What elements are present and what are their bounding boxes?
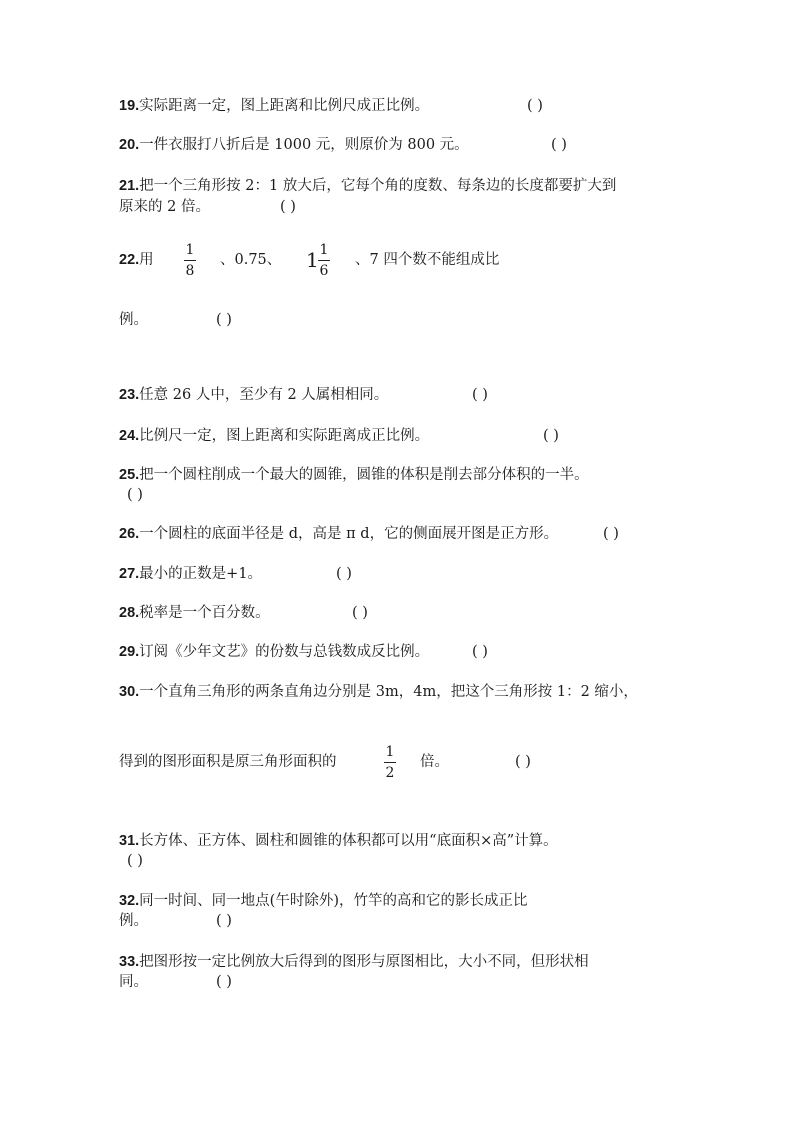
question-text: 同。 <box>119 974 148 990</box>
question-text: 原来的 2 倍。 <box>119 199 210 215</box>
question-number: 23. <box>119 387 140 403</box>
question-text: 、0.75、 <box>220 252 282 268</box>
fraction-one-sixth <box>318 242 330 279</box>
question-22-cont <box>119 310 148 330</box>
question-21 <box>119 176 616 196</box>
answer-blank[interactable]: ( ) <box>515 754 531 770</box>
numerator: 1 <box>385 744 395 760</box>
question-text: 得到的图形面积是原三角形面积的 <box>119 754 337 770</box>
question-text: 税率是一个百分数。 <box>139 605 270 621</box>
question-number: 29. <box>119 644 140 660</box>
question-number: 32. <box>119 893 140 909</box>
numerator: 1 <box>185 242 195 258</box>
question-21-cont <box>119 197 210 217</box>
question-24 <box>119 426 429 446</box>
question-text: 任意 26 人中，至少有 2 人属相相同。 <box>139 387 389 403</box>
answer-blank[interactable]: ( ) <box>127 487 143 503</box>
question-text: 长方体、正方体、圆柱和圆锥的体积都可以用“底面积×高”计算。 <box>139 833 558 849</box>
question-text: 最小的正数是+1。 <box>139 566 263 582</box>
question-text: 把一个圆柱削成一个最大的圆锥，圆锥的体积是削去部分体积的一半。 <box>139 467 589 483</box>
question-27 <box>119 564 262 584</box>
question-number: 20. <box>119 137 140 153</box>
question-number: 22. <box>119 252 140 268</box>
question-text: 、7 四个数不能组成比 <box>355 252 500 268</box>
question-30-cont <box>119 752 337 772</box>
question-number: 33. <box>119 954 140 970</box>
question-text: 订阅《少年文艺》的份数与总钱数成反比例。 <box>139 644 430 660</box>
mixed-number-whole: 1 <box>306 248 319 272</box>
answer-blank[interactable]: ( ) <box>127 853 143 869</box>
answer-blank[interactable]: ( ) <box>527 98 543 114</box>
question-number: 25. <box>119 467 140 483</box>
question-text: 一件衣服打八折后是 1000 元，则原价为 800 元。 <box>139 137 469 153</box>
fraction-bar <box>384 762 396 763</box>
question-22 <box>119 250 154 270</box>
question-29 <box>119 642 429 662</box>
question-number: 24. <box>119 428 140 444</box>
question-number: 30. <box>119 684 140 700</box>
question-number: 26. <box>119 526 140 542</box>
question-number: 19. <box>119 98 140 114</box>
question-text: 同一时间、同一地点(午时除外)，竹竿的高和它的影长成正比 <box>139 893 528 909</box>
question-text: 把图形按一定比例放大后得到的图形与原图相比，大小不同，但形状相 <box>139 954 589 970</box>
fraction-one-half <box>384 744 396 781</box>
question-19 <box>119 96 429 116</box>
question-text: 用 <box>139 252 154 268</box>
denominator: 8 <box>185 263 195 279</box>
denominator: 2 <box>385 765 395 781</box>
question-number: 27. <box>119 566 140 582</box>
question-32-cont <box>119 911 148 931</box>
question-text: 例。 <box>119 913 148 929</box>
answer-blank[interactable]: ( ) <box>336 566 352 582</box>
question-23 <box>119 385 388 405</box>
question-number: 21. <box>119 178 140 194</box>
question-28 <box>119 603 270 623</box>
fraction-one-eighth <box>184 242 196 279</box>
answer-blank[interactable]: ( ) <box>551 137 567 153</box>
question-text: 实际距离一定，图上距离和比例尺成正比例。 <box>139 98 430 114</box>
question-33-cont <box>119 972 148 992</box>
answer-blank[interactable]: ( ) <box>216 974 232 990</box>
question-25 <box>119 465 589 485</box>
question-20 <box>119 135 469 155</box>
question-text: 一个直角三角形的两条直角边分别是 3m，4m，把这个三角形按 1：2 缩小， <box>139 684 638 700</box>
answer-blank[interactable]: ( ) <box>472 644 488 660</box>
denominator: 6 <box>319 263 329 279</box>
fraction-bar <box>184 260 196 261</box>
question-text: 比例尺一定，图上距离和实际距离成正比例。 <box>139 428 430 444</box>
answer-blank[interactable]: ( ) <box>543 428 559 444</box>
question-32 <box>119 891 527 911</box>
question-30 <box>119 682 638 702</box>
question-text: 把一个三角形按 2：1 放大后，它每个角的度数、每条边的长度都要扩大到 <box>139 178 617 194</box>
question-26 <box>119 524 558 544</box>
question-text: 一个圆柱的底面半径是 d，高是 π d，它的侧面展开图是正方形。 <box>139 526 559 542</box>
numerator: 1 <box>319 242 329 258</box>
answer-blank[interactable]: ( ) <box>603 526 619 542</box>
answer-blank[interactable]: ( ) <box>472 387 488 403</box>
answer-blank[interactable]: ( ) <box>216 913 232 929</box>
question-number: 31. <box>119 833 140 849</box>
answer-blank[interactable]: ( ) <box>216 312 232 328</box>
question-text: 例。 <box>119 312 148 328</box>
question-number: 28. <box>119 605 140 621</box>
answer-blank[interactable]: ( ) <box>280 199 296 215</box>
question-text: 倍。 <box>420 754 449 770</box>
question-33 <box>119 952 589 972</box>
fraction-bar <box>318 260 330 261</box>
answer-blank[interactable]: ( ) <box>352 605 368 621</box>
question-31 <box>119 831 558 851</box>
